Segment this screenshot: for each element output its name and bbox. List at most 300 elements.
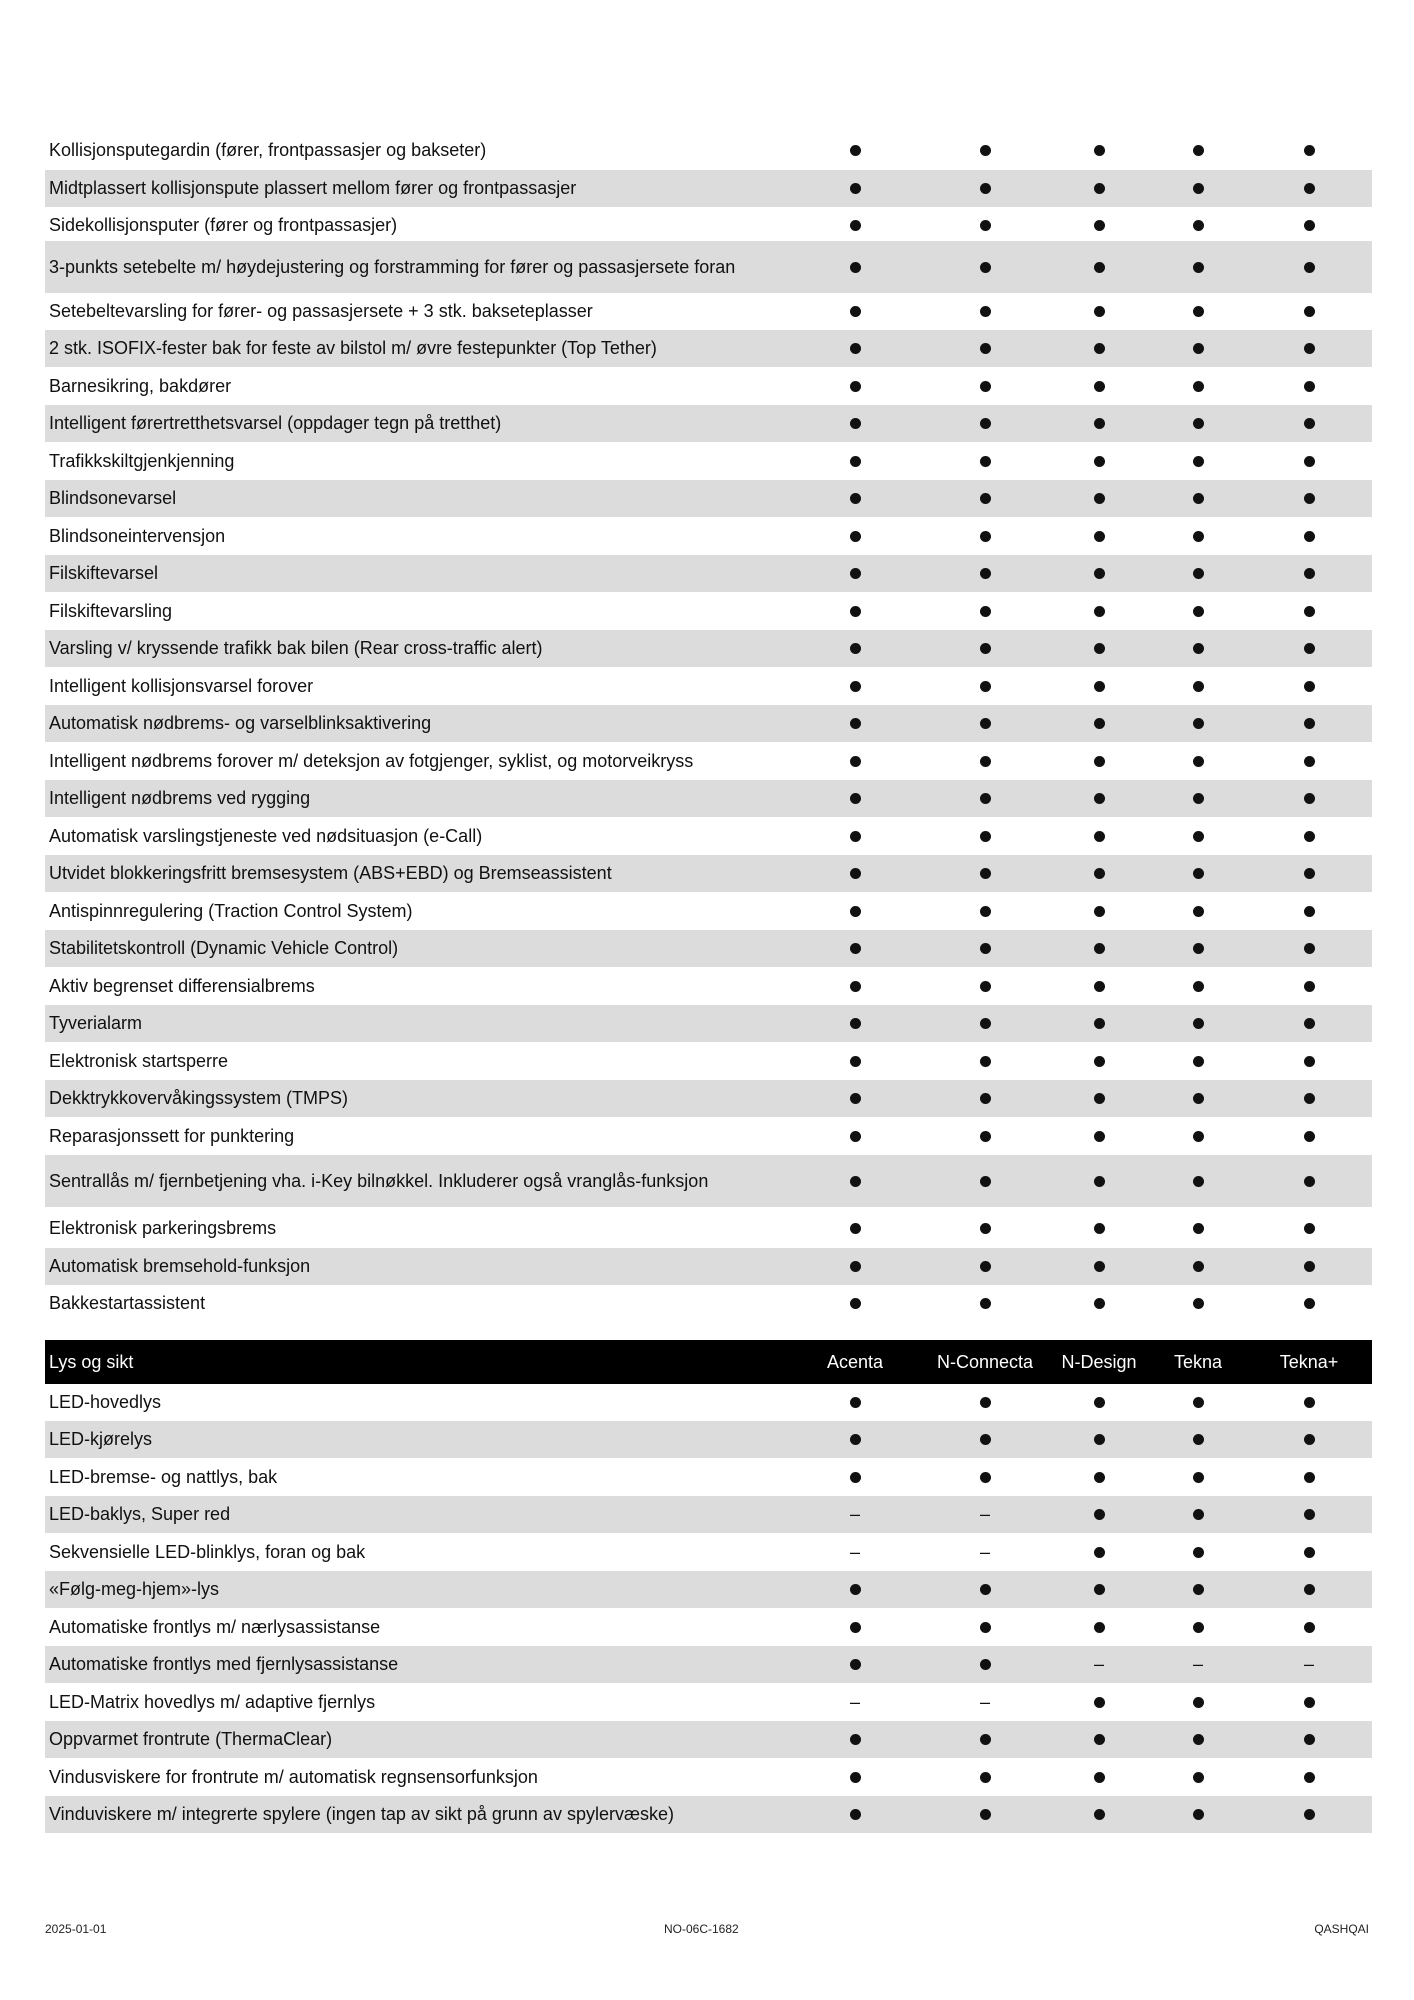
- availability-cell: [1279, 743, 1339, 780]
- availability-cell: [1168, 1005, 1228, 1042]
- standard-dot-icon: [1094, 1809, 1105, 1820]
- standard-dot-icon: [850, 1298, 861, 1309]
- standard-dot-icon: [1193, 606, 1204, 617]
- availability-cell: [955, 293, 1015, 330]
- table-row: [45, 855, 1372, 892]
- feature-label: Automatiske frontlys med fjernlysassistanse: [49, 1654, 399, 1674]
- standard-dot-icon: [1304, 568, 1315, 579]
- standard-dot-icon: [1304, 981, 1315, 992]
- standard-dot-icon: [980, 1261, 991, 1272]
- standard-dot-icon: [850, 756, 861, 767]
- feature-label: Tyverialarm: [49, 1013, 143, 1033]
- standard-dot-icon: [980, 1772, 991, 1783]
- availability-cell: [1279, 593, 1339, 630]
- standard-dot-icon: [850, 1093, 861, 1104]
- availability-cell: [825, 170, 885, 207]
- feature-label: Kollisjonsputegardin (fører, frontpassasjer og bakseter): [49, 140, 487, 160]
- table-row: [45, 1496, 1372, 1533]
- standard-dot-icon: [1193, 718, 1204, 729]
- availability-cell: [1168, 518, 1228, 555]
- standard-dot-icon: [1304, 1298, 1315, 1309]
- standard-dot-icon: [850, 606, 861, 617]
- availability-cell: [1279, 443, 1339, 480]
- standard-dot-icon: [850, 906, 861, 917]
- standard-dot-icon: [1304, 493, 1315, 504]
- standard-dot-icon: [980, 831, 991, 842]
- standard-dot-icon: [1094, 718, 1105, 729]
- table-row: [45, 780, 1372, 817]
- availability-cell: [955, 1496, 1015, 1533]
- availability-cell: [1168, 780, 1228, 817]
- feature-label: Reparasjonssett for punktering: [49, 1126, 295, 1146]
- standard-dot-icon: [1304, 381, 1315, 392]
- standard-dot-icon: [1304, 831, 1315, 842]
- standard-dot-icon: [1193, 868, 1204, 879]
- table-row: [45, 1248, 1372, 1285]
- availability-cell: [1069, 593, 1129, 630]
- availability-cell: [1069, 443, 1129, 480]
- standard-dot-icon: [980, 1622, 991, 1633]
- table-row: [45, 170, 1372, 207]
- standard-dot-icon: [1193, 943, 1204, 954]
- availability-cell: [1279, 241, 1339, 293]
- standard-dot-icon: [1193, 262, 1204, 273]
- standard-dot-icon: [850, 568, 861, 579]
- availability-cell: [1069, 1571, 1129, 1608]
- availability-cell: [825, 293, 885, 330]
- feature-label: Vindusviskere for frontrute m/ automatisk regnsensorfunksjon: [49, 1767, 538, 1787]
- standard-dot-icon: [1193, 381, 1204, 392]
- availability-cell: [1279, 1796, 1339, 1833]
- standard-dot-icon: [980, 1584, 991, 1595]
- availability-cell: [1279, 1571, 1339, 1608]
- standard-dot-icon: [1304, 418, 1315, 429]
- standard-dot-icon: [980, 1809, 991, 1820]
- standard-dot-icon: [1193, 643, 1204, 654]
- availability-cell: [1069, 1118, 1129, 1155]
- standard-dot-icon: [1094, 1223, 1105, 1234]
- table-row: [45, 968, 1372, 1005]
- table-row: [45, 1646, 1372, 1683]
- standard-dot-icon: [1193, 1584, 1204, 1595]
- availability-cell: [1168, 1684, 1228, 1721]
- availability-cell: [1168, 1210, 1228, 1247]
- standard-dot-icon: [1193, 183, 1204, 194]
- availability-cell: [1168, 368, 1228, 405]
- availability-cell: [825, 1609, 885, 1646]
- availability-cell: [1069, 241, 1129, 293]
- availability-cell: [1069, 1796, 1129, 1833]
- standard-dot-icon: [1094, 1434, 1105, 1445]
- standard-dot-icon: [1094, 831, 1105, 842]
- standard-dot-icon: [1094, 1176, 1105, 1187]
- table-row: [45, 1421, 1372, 1458]
- standard-dot-icon: [1094, 381, 1105, 392]
- standard-dot-icon: [1304, 1261, 1315, 1272]
- availability-cell: [1279, 1609, 1339, 1646]
- standard-dot-icon: [850, 1397, 861, 1408]
- table-row: [45, 443, 1372, 480]
- standard-dot-icon: [1304, 1018, 1315, 1029]
- standard-dot-icon: [1304, 793, 1315, 804]
- feature-label: Intelligent nødbrems ved rygging: [49, 788, 311, 808]
- availability-cell: [1069, 930, 1129, 967]
- feature-label: Sidekollisjonsputer (fører og frontpassasjer): [49, 215, 398, 235]
- feature-label: Intelligent kollisjonsvarsel forover: [49, 676, 314, 696]
- standard-dot-icon: [1094, 1622, 1105, 1633]
- standard-dot-icon: [1094, 568, 1105, 579]
- standard-dot-icon: [1193, 1261, 1204, 1272]
- standard-dot-icon: [1304, 456, 1315, 467]
- column-header-n-design: N-Design: [1061, 1352, 1137, 1372]
- availability-cell: [825, 1721, 885, 1758]
- availability-cell: [955, 1759, 1015, 1796]
- standard-dot-icon: [1193, 1809, 1204, 1820]
- table-row: [45, 1684, 1372, 1721]
- standard-dot-icon: [1304, 1734, 1315, 1745]
- standard-dot-icon: [1094, 183, 1105, 194]
- feature-label: Automatiske frontlys m/ nærlysassistanse: [49, 1617, 381, 1637]
- footer-code: NO-06C-1682: [664, 1922, 739, 1936]
- availability-cell: [1069, 1459, 1129, 1496]
- feature-label: LED-Matrix hovedlys m/ adaptive fjernlys: [49, 1692, 376, 1712]
- feature-label: Dekktrykkovervåkingssystem (TMPS): [49, 1088, 349, 1108]
- availability-cell: [1168, 630, 1228, 667]
- standard-dot-icon: [980, 531, 991, 542]
- feature-label: Vinduviskere m/ integrerte spylere (ingen tap av sikt på grunn av spylervæske): [49, 1804, 674, 1824]
- availability-cell: [825, 132, 885, 169]
- feature-label: Automatisk varslingstjeneste ved nødsituasjon (e-Call): [49, 826, 483, 846]
- availability-cell: [1168, 1721, 1228, 1758]
- availability-cell: [1069, 668, 1129, 705]
- availability-cell: [1168, 405, 1228, 442]
- availability-cell: [955, 405, 1015, 442]
- standard-dot-icon: [1304, 943, 1315, 954]
- availability-cell: [825, 1285, 885, 1322]
- standard-dot-icon: [1094, 1547, 1105, 1558]
- availability-cell: [1168, 1043, 1228, 1080]
- availability-cell: [1279, 1684, 1339, 1721]
- standard-dot-icon: [980, 981, 991, 992]
- standard-dot-icon: [1304, 1434, 1315, 1445]
- availability-cell: [955, 368, 1015, 405]
- standard-dot-icon: [980, 643, 991, 654]
- availability-cell: [1069, 818, 1129, 855]
- availability-cell: [1279, 1759, 1339, 1796]
- not-available-dash: –: [979, 1692, 990, 1712]
- standard-dot-icon: [1193, 1697, 1204, 1708]
- table-row: [45, 1721, 1372, 1758]
- availability-cell: [825, 207, 885, 244]
- availability-cell: [955, 968, 1015, 1005]
- availability-cell: [825, 518, 885, 555]
- table-row: [45, 1043, 1372, 1080]
- standard-dot-icon: [1094, 981, 1105, 992]
- standard-dot-icon: [980, 220, 991, 231]
- availability-cell: [825, 1118, 885, 1155]
- standard-dot-icon: [1193, 1734, 1204, 1745]
- standard-dot-icon: [980, 868, 991, 879]
- availability-cell: [825, 893, 885, 930]
- standard-dot-icon: [850, 1261, 861, 1272]
- standard-dot-icon: [850, 262, 861, 273]
- availability-cell: [1279, 1285, 1339, 1322]
- standard-dot-icon: [980, 306, 991, 317]
- standard-dot-icon: [1094, 1697, 1105, 1708]
- availability-cell: [825, 705, 885, 742]
- table-row: [45, 1609, 1372, 1646]
- availability-cell: [1279, 480, 1339, 517]
- standard-dot-icon: [1094, 1734, 1105, 1745]
- availability-cell: [1168, 207, 1228, 244]
- availability-cell: [1168, 593, 1228, 630]
- standard-dot-icon: [980, 493, 991, 504]
- availability-cell: [955, 668, 1015, 705]
- standard-dot-icon: [850, 531, 861, 542]
- standard-dot-icon: [850, 981, 861, 992]
- availability-cell: [955, 1210, 1015, 1247]
- table-row: [45, 293, 1372, 330]
- standard-dot-icon: [1193, 1772, 1204, 1783]
- table-row: [45, 818, 1372, 855]
- availability-cell: [825, 1155, 885, 1207]
- feature-label: 2 stk. ISOFIX-fester bak for feste av bilstol m/ øvre festepunkter (Top Tether): [49, 338, 657, 358]
- availability-cell: [1168, 241, 1228, 293]
- availability-cell: [1279, 368, 1339, 405]
- standard-dot-icon: [1304, 1176, 1315, 1187]
- standard-dot-icon: [980, 1056, 991, 1067]
- availability-cell: [1168, 1571, 1228, 1608]
- feature-label: Intelligent førertretthetsvarsel (oppdager tegn på tretthet): [49, 413, 502, 433]
- feature-label: Varsling v/ kryssende trafikk bak bilen (Rear cross-traffic alert): [49, 638, 543, 658]
- standard-dot-icon: [1304, 1131, 1315, 1142]
- availability-cell: [1279, 1080, 1339, 1117]
- availability-cell: [955, 1384, 1015, 1421]
- availability-cell: [955, 1646, 1015, 1683]
- standard-dot-icon: [1304, 145, 1315, 156]
- standard-dot-icon: [850, 718, 861, 729]
- feature-label: Blindsonevarsel: [49, 488, 177, 508]
- not-available-dash: –: [1093, 1654, 1104, 1674]
- standard-dot-icon: [1304, 1584, 1315, 1595]
- availability-cell: [1168, 1285, 1228, 1322]
- standard-dot-icon: [850, 306, 861, 317]
- standard-dot-icon: [980, 1472, 991, 1483]
- availability-cell: [1168, 1759, 1228, 1796]
- standard-dot-icon: [980, 568, 991, 579]
- standard-dot-icon: [1193, 906, 1204, 917]
- standard-dot-icon: [1304, 681, 1315, 692]
- availability-cell: [825, 630, 885, 667]
- availability-cell: [1168, 1534, 1228, 1571]
- standard-dot-icon: [850, 1622, 861, 1633]
- availability-cell: [825, 668, 885, 705]
- feature-label: Setebeltevarsling for fører- og passasjersete + 3 stk. bakseteplasser: [49, 301, 593, 321]
- table-row: [45, 1796, 1372, 1833]
- availability-cell: [1279, 1646, 1339, 1683]
- availability-cell: [825, 1248, 885, 1285]
- availability-cell: [1168, 1421, 1228, 1458]
- availability-cell: [1069, 330, 1129, 367]
- availability-cell: [1279, 780, 1339, 817]
- standard-dot-icon: [850, 793, 861, 804]
- standard-dot-icon: [1193, 831, 1204, 842]
- availability-cell: [955, 1155, 1015, 1207]
- availability-cell: [1168, 1248, 1228, 1285]
- standard-dot-icon: [980, 756, 991, 767]
- availability-cell: [1279, 1210, 1339, 1247]
- standard-dot-icon: [980, 381, 991, 392]
- availability-cell: [825, 1646, 885, 1683]
- availability-cell: [1168, 1796, 1228, 1833]
- availability-cell: [955, 818, 1015, 855]
- standard-dot-icon: [1094, 220, 1105, 231]
- feature-label: Oppvarmet frontrute (ThermaClear): [49, 1729, 333, 1749]
- availability-cell: [1168, 893, 1228, 930]
- section-header-lights: [45, 1340, 1372, 1384]
- standard-dot-icon: [1193, 1434, 1204, 1445]
- availability-cell: [825, 968, 885, 1005]
- availability-cell: [825, 443, 885, 480]
- availability-cell: [1168, 855, 1228, 892]
- availability-cell: [955, 1534, 1015, 1571]
- availability-cell: [1279, 668, 1339, 705]
- availability-cell: [955, 480, 1015, 517]
- standard-dot-icon: [850, 183, 861, 194]
- table-row: [45, 480, 1372, 517]
- standard-dot-icon: [980, 1131, 991, 1142]
- standard-dot-icon: [1094, 756, 1105, 767]
- table-row: [45, 743, 1372, 780]
- table-row: [45, 630, 1372, 667]
- availability-cell: [825, 593, 885, 630]
- standard-dot-icon: [1304, 343, 1315, 354]
- standard-dot-icon: [1094, 1397, 1105, 1408]
- table-row: [45, 1759, 1372, 1796]
- standard-dot-icon: [1094, 793, 1105, 804]
- standard-dot-icon: [850, 456, 861, 467]
- standard-dot-icon: [1094, 1298, 1105, 1309]
- availability-cell: [1279, 893, 1339, 930]
- availability-cell: [1279, 705, 1339, 742]
- availability-cell: [955, 170, 1015, 207]
- standard-dot-icon: [980, 1734, 991, 1745]
- standard-dot-icon: [850, 1056, 861, 1067]
- availability-cell: [825, 855, 885, 892]
- availability-cell: [1279, 405, 1339, 442]
- availability-cell: [955, 705, 1015, 742]
- standard-dot-icon: [850, 1734, 861, 1745]
- standard-dot-icon: [1193, 681, 1204, 692]
- availability-cell: [1069, 170, 1129, 207]
- standard-dot-icon: [850, 1434, 861, 1445]
- availability-cell: [1069, 1496, 1129, 1533]
- standard-dot-icon: [1094, 531, 1105, 542]
- standard-dot-icon: [1304, 1809, 1315, 1820]
- availability-cell: [1168, 1496, 1228, 1533]
- availability-cell: [955, 780, 1015, 817]
- standard-dot-icon: [1304, 1697, 1315, 1708]
- standard-dot-icon: [1193, 1176, 1204, 1187]
- standard-dot-icon: [980, 943, 991, 954]
- feature-label: Elektronisk parkeringsbrems: [49, 1218, 277, 1238]
- availability-cell: [825, 1796, 885, 1833]
- availability-cell: [1279, 1721, 1339, 1758]
- standard-dot-icon: [1193, 756, 1204, 767]
- standard-dot-icon: [1304, 1397, 1315, 1408]
- table-row: [45, 241, 1372, 293]
- availability-cell: [1069, 1210, 1129, 1247]
- standard-dot-icon: [1193, 145, 1204, 156]
- availability-cell: [1279, 293, 1339, 330]
- availability-cell: [825, 930, 885, 967]
- availability-cell: [1279, 1248, 1339, 1285]
- availability-cell: [1069, 893, 1129, 930]
- standard-dot-icon: [850, 1659, 861, 1670]
- availability-cell: [955, 241, 1015, 293]
- standard-dot-icon: [1094, 681, 1105, 692]
- availability-cell: [825, 1571, 885, 1608]
- feature-label: Barnesikring, bakdører: [49, 376, 232, 396]
- feature-label: 3-punkts setebelte m/ høydejustering og forstramming for fører og passasjersete foran: [49, 256, 736, 277]
- availability-cell: [955, 855, 1015, 892]
- availability-cell: [1069, 1534, 1129, 1571]
- availability-cell: [955, 1080, 1015, 1117]
- availability-cell: [825, 1534, 885, 1571]
- standard-dot-icon: [1304, 756, 1315, 767]
- table-row: [45, 1080, 1372, 1117]
- table-row: [45, 1459, 1372, 1496]
- availability-cell: [1069, 705, 1129, 742]
- standard-dot-icon: [850, 1223, 861, 1234]
- feature-label: Intelligent nødbrems forover m/ deteksjon av fotgjenger, syklist, og motorveikryss: [49, 751, 694, 771]
- not-available-dash: –: [849, 1542, 860, 1562]
- availability-cell: [1168, 968, 1228, 1005]
- availability-cell: [1279, 132, 1339, 169]
- table-row: [45, 1118, 1372, 1155]
- availability-cell: [955, 630, 1015, 667]
- availability-cell: [1168, 1080, 1228, 1117]
- standard-dot-icon: [1193, 456, 1204, 467]
- feature-label: Utvidet blokkeringsfritt bremsesystem (ABS+EBD) og Bremseassistent: [49, 863, 612, 883]
- availability-cell: [1069, 1155, 1129, 1207]
- availability-cell: [1168, 480, 1228, 517]
- feature-label: Aktiv begrenset differensialbrems: [49, 976, 315, 996]
- standard-dot-icon: [1304, 606, 1315, 617]
- availability-cell: [955, 1684, 1015, 1721]
- feature-label: Filskiftevarsling: [49, 601, 173, 621]
- availability-cell: [1069, 518, 1129, 555]
- standard-dot-icon: [1094, 1093, 1105, 1104]
- availability-cell: [825, 555, 885, 592]
- availability-cell: [955, 207, 1015, 244]
- standard-dot-icon: [1193, 793, 1204, 804]
- availability-cell: [1168, 1459, 1228, 1496]
- availability-cell: [1279, 1496, 1339, 1533]
- standard-dot-icon: [1193, 220, 1204, 231]
- table-row: [45, 207, 1372, 244]
- availability-cell: [955, 1118, 1015, 1155]
- table-row: [45, 555, 1372, 592]
- availability-cell: [1069, 780, 1129, 817]
- availability-cell: [1168, 1384, 1228, 1421]
- standard-dot-icon: [980, 456, 991, 467]
- table-row: [45, 593, 1372, 630]
- footer-model: QASHQAI: [1314, 1922, 1369, 1936]
- standard-dot-icon: [850, 831, 861, 842]
- availability-cell: [1279, 207, 1339, 244]
- table-row: [45, 518, 1372, 555]
